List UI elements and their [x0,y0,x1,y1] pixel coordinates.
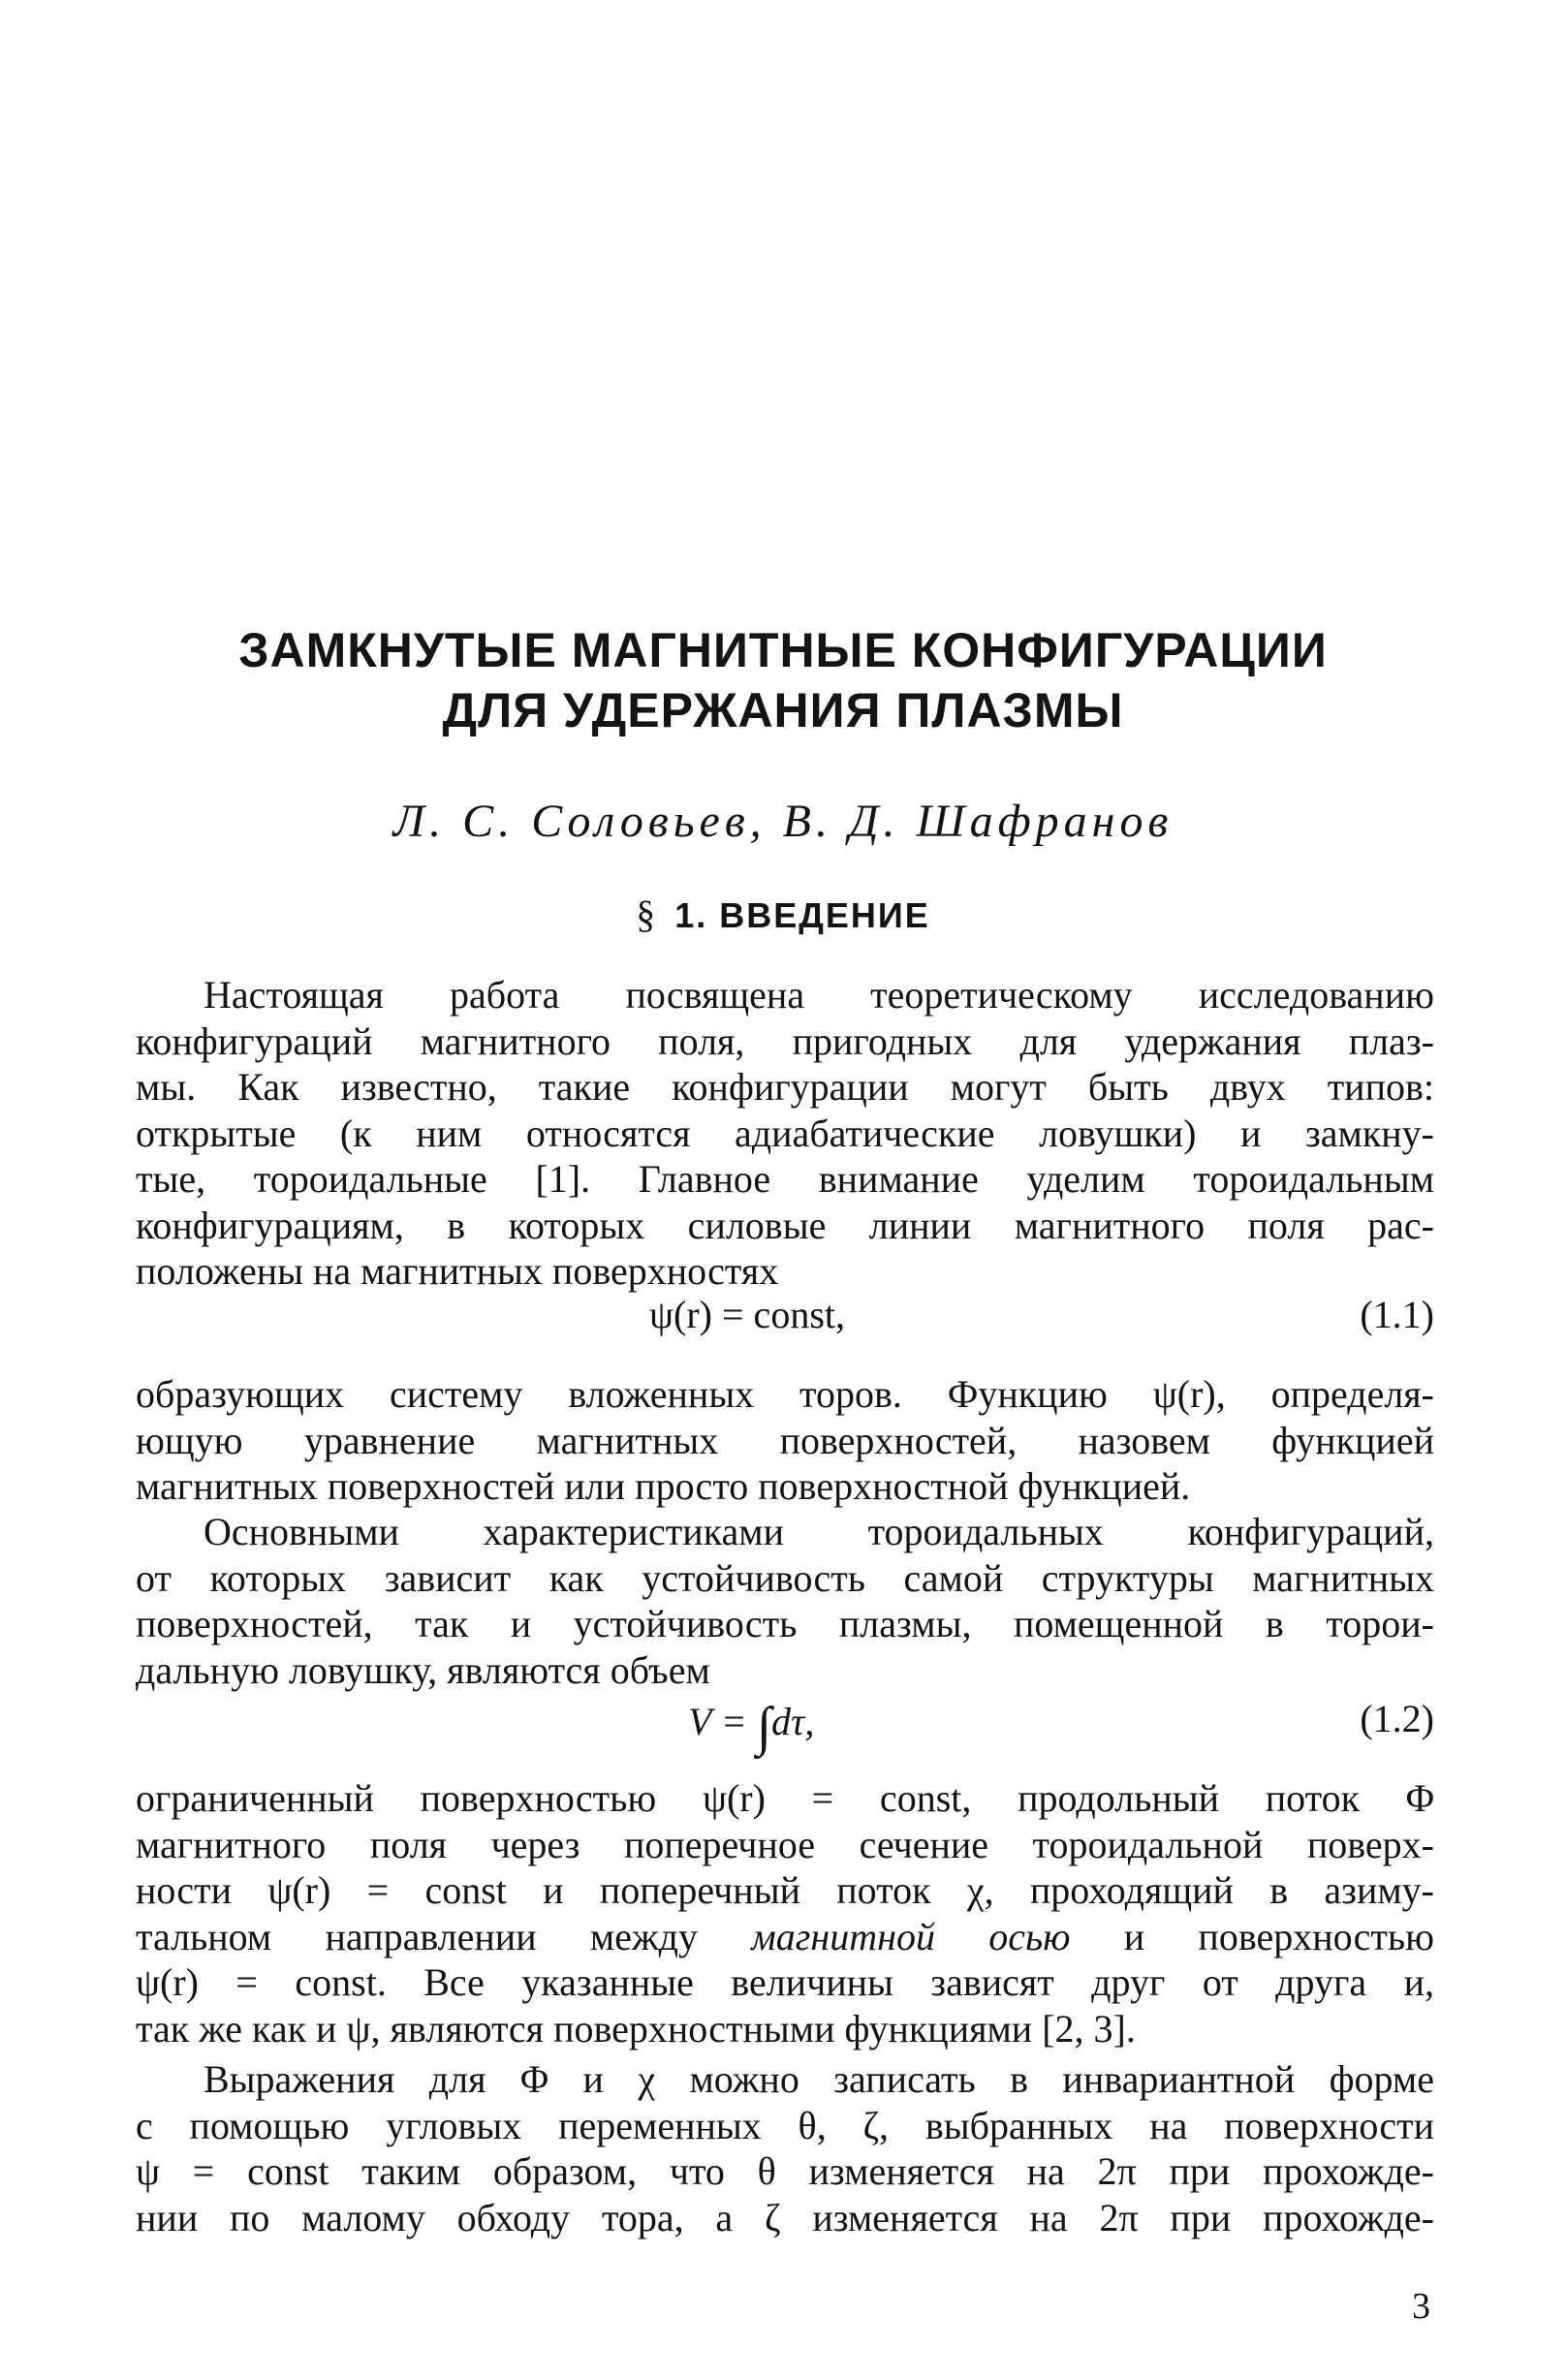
page-number: 3 [1412,2286,1430,2327]
italic-term: магнитной осью [751,1914,1071,1958]
paragraph-line: Настоящая работа посвящена теоретическому исследованию [204,973,1434,1017]
paragraph-line: Основными характеристиками тороидальных конфигураций, [204,1510,1434,1553]
title-line-2: ДЛЯ УДЕРЖАНИЯ ПЛАЗМЫ [442,683,1124,737]
paragraph-line: конфигурациям, в которых силовые линии магнитного поля рас- [136,1203,1434,1247]
equation-1-1 [136,1292,1434,1350]
equation-formula [688,1696,814,1758]
paragraph-2 [136,1371,1434,1510]
equation-lhs: V = [688,1700,747,1743]
paragraph-line: ности ψ(r) = const и поперечный поток χ, проходящий в азиму- [136,1868,1434,1912]
paragraph-line: магнитного поля через поперечное сечение тороидальной поверх- [136,1822,1434,1866]
paragraph-line: от которых зависит как устойчивость самой структуры магнитных [136,1555,1434,1600]
paragraph-line: магнитных поверхностей или просто поверхностной функцией. [136,1464,1191,1508]
paragraph-line: поверхностей, так и устойчивость плазмы, помещенной в торои- [136,1602,1434,1645]
paragraph-line: ющую уравнение магнитных поверхностей, назовем функцией [136,1418,1434,1462]
authors: Л. С. Соловьев, В. Д. Шафранов [392,796,1174,847]
paragraph-line: нии по малому обходу тора, а ζ изменяется на 2π при прохожде- [136,2195,1434,2239]
equation-rhs: dτ, [771,1700,815,1743]
section-sign: § [636,892,658,936]
title-line-1: ЗАМКНУТЫЕ МАГНИТНЫЕ КОНФИГУРАЦИИ [238,623,1328,677]
section-title: 1. ВВЕДЕНИЕ [674,895,930,935]
equation-formula: ψ(r) = const, [649,1293,845,1336]
paragraph-line: образующих систему вложенных торов. Функцию ψ(r), определя- [136,1372,1434,1416]
equation-1-2 [136,1696,1434,1757]
paragraph-line: ограниченный поверхностью ψ(r) = const, продольный поток Φ [136,1776,1434,1820]
paragraph-line: открытые (к ним относятся адиабатические ловушки) и замкну- [136,1111,1434,1155]
paragraph-line: положены на магнитных поверхностях [136,1249,779,1293]
paragraph-line: ψ = const таким образом, что θ изменяется на 2π при прохожде- [136,2149,1434,2193]
paragraph-line: мы. Как известно, такие конфигурации могут быть двух типов: [136,1065,1434,1109]
paragraph-line: дальную ловушку, являются объем [136,1647,710,1692]
section-heading [136,892,1430,937]
paragraph-5 [136,2056,1434,2240]
paragraph-line: с помощью угловых переменных θ, ζ, выбранных на поверхности [136,2103,1434,2147]
equation-number: (1.1) [1360,1293,1434,1336]
paragraph-line: так же как и ψ, являются поверхностными функциями [2, 3]. [136,2006,1136,2051]
paragraph-line: ψ(r) = const. Все указанные величины зависят друг от друга и, [136,1960,1434,2004]
paragraph-1 [136,972,1434,1295]
paragraph-line: Выражения для Φ и χ можно записать в инвариантной форме [204,2057,1434,2101]
equation-number: (1.2) [1360,1697,1434,1740]
paragraph-line: тые, тороидальные [1]. Главное внимание уделим тороидальным [136,1157,1434,1201]
integral-sign: ∫ [756,1697,772,1757]
paragraph-3 [136,1509,1434,1693]
paragraph-line: тальном направлении между магнитной осью и поверхностью [136,1914,1435,1958]
article-title [136,620,1430,740]
paragraph-4 [136,1775,1434,2051]
paragraph-line: конфигураций магнитного поля, пригодных для удержания плаз- [136,1018,1434,1063]
